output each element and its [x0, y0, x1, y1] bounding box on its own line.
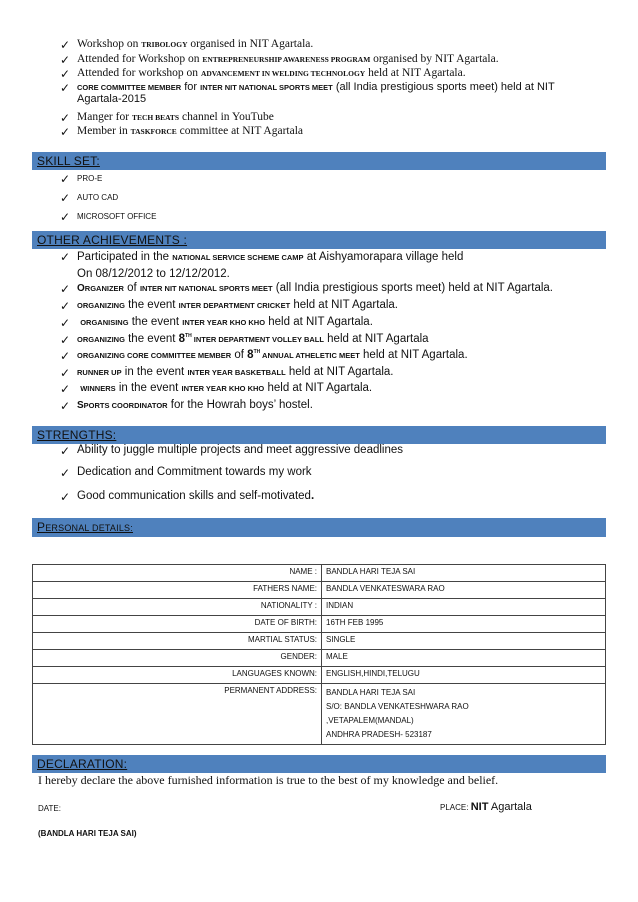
- check-icon: ✓: [60, 490, 71, 504]
- check-icon: ✓: [60, 172, 71, 186]
- date-label: DATE:: [38, 804, 61, 813]
- list-item: ✓ Participated in the NATIONAL SERVICE SCHEME CAMP at Aishyamorapara village held On 08/12/2012 to 12/12/2012.: [60, 250, 464, 280]
- table-row: NAME : BANDLA HARI TEJA SAI: [33, 565, 606, 582]
- list-item: ✓ Member in TASKFORCE committee at NIT Agartala: [60, 125, 304, 139]
- list-item: ✓ Good communication skills and self-motivated.: [60, 490, 315, 504]
- list-item: ✓ WINNERS in the event INTER YEAR KHO KHO held at NIT Agartala.: [60, 382, 373, 396]
- list-item: ✓ ORGANISING the event INTER YEAR KHO KHO held at NIT Agartala.: [60, 316, 373, 330]
- table-row: NATIONALITY : INDIAN: [33, 599, 606, 616]
- check-icon: ✓: [60, 53, 71, 67]
- list-item: ✓ RUNNER UP in the event INTER YEAR BASKETBALL held at NIT Agartala.: [60, 366, 394, 380]
- personal-details-table: [32, 564, 606, 745]
- check-icon: ✓: [60, 466, 71, 480]
- table-row: FATHERS NAME: BANDLA VENKATESWARA RAO: [33, 582, 606, 599]
- place-field: PLACE: NIT Agartala: [440, 801, 532, 813]
- list-item: ✓ ORGANIZING the event INTER DEPARTMENT CRICKET held at NIT Agartala.: [60, 299, 398, 313]
- check-icon: ✓: [60, 125, 71, 139]
- check-icon: ✓: [60, 444, 71, 458]
- list-item: ✓ CORE COMMITTEE MEMBER for INTER NIT NATIONAL SPORTS MEET (all India prestigious sports meet) held at NIT Agartala-2015: [60, 81, 555, 105]
- check-icon: ✓: [60, 67, 71, 81]
- table-row: GENDER: MALE: [33, 650, 606, 667]
- list-item: ✓ ORGANIZER of INTER NIT NATIONAL SPORTS MEET (all India prestigious sports meet) held at NIT Agartala.: [60, 282, 553, 296]
- list-item: ✓ SPORTS COORDINATOR for the Howrah boys’ hostel.: [60, 399, 313, 413]
- list-item: ✓ ORGANIZING the event 8TH INTER DEPARTMENT VOLLEY BALL held at NIT Agartala: [60, 333, 429, 347]
- check-icon: ✓: [60, 333, 71, 347]
- list-item: ✓ Manger for TECH BEATS channel in YouTube: [60, 111, 274, 125]
- table-row: MARTIAL STATUS: SINGLE: [33, 633, 606, 650]
- check-icon: ✓: [60, 111, 71, 125]
- check-icon: ✓: [60, 282, 71, 296]
- section-bar-strengths: STRENGTHS:: [32, 426, 606, 444]
- signature-name: (BANDLA HARI TEJA SAI): [38, 829, 137, 838]
- declaration-text: I hereby declare the above furnished information is true to the best of my knowledge and belief.: [38, 773, 499, 787]
- section-bar-personal-details: PERSONAL DETAILS:: [32, 518, 606, 537]
- list-item: ✓ MICROSOFT OFFICE: [60, 210, 157, 224]
- section-bar-skill-set: SKILL SET:: [32, 152, 606, 170]
- check-icon: ✓: [60, 299, 71, 313]
- check-icon: ✓: [60, 191, 71, 205]
- check-icon: ✓: [60, 81, 71, 95]
- strengths-list: [60, 444, 600, 512]
- list-item: ✓ Ability to juggle multiple projects and meet aggressive deadlines: [60, 444, 404, 458]
- list-item: ✓ AUTO CAD: [60, 191, 119, 205]
- check-icon: ✓: [60, 316, 71, 330]
- check-icon: ✓: [60, 382, 71, 396]
- list-item: ✓ Attended for Workshop on ENTREPRENEURSHIP AWARENESS PROGRAM organised by NIT Agartala.: [60, 53, 499, 67]
- table-row: DATE OF BIRTH: 16TH FEB 1995: [33, 616, 606, 633]
- check-icon: ✓: [60, 210, 71, 224]
- check-icon: ✓: [60, 366, 71, 380]
- table-row: PERMANENT ADDRESS: BANDLA HARI TEJA SAI S/O: BANDLA VENKATESHWARA RAO ,VETAPALEM(MANDAL) ANDHRA PRADESH- 523187: [33, 684, 606, 745]
- check-icon: ✓: [60, 38, 71, 52]
- address-cell: BANDLA HARI TEJA SAI S/O: BANDLA VENKATESHWARA RAO ,VETAPALEM(MANDAL) ANDHRA PRADESH- 523187: [322, 684, 606, 745]
- section-bar-achievements: OTHER ACHIEVEMENTS :: [32, 231, 606, 249]
- check-icon: ✓: [60, 399, 71, 413]
- achievements-list: [60, 249, 600, 416]
- check-icon: ✓: [60, 349, 71, 363]
- table-row: LANGUAGES KNOWN: ENGLISH,HINDI,TELUGU: [33, 667, 606, 684]
- list-item: ✓ Workshop on TRIBOLOGY organised in NIT Agartala.: [60, 38, 314, 52]
- list-item: ✓ ORGANIZING CORE COMMITTEE MEMBER of 8TH ANNUAL ATHELETIC MEET held at NIT Agartala.: [60, 349, 468, 363]
- activities-list: [60, 38, 600, 139]
- list-item: ✓ PRO-E: [60, 172, 103, 186]
- skill-list: [60, 172, 600, 229]
- list-item: ✓ Attended for workshop on ADVANCEMENT IN WELDING TECHNOLOGY held at NIT Agartala.: [60, 67, 466, 81]
- section-bar-declaration: DECLARATION:: [32, 755, 606, 773]
- check-icon: ✓: [60, 250, 71, 264]
- list-item: ✓ Dedication and Commitment towards my work: [60, 466, 312, 480]
